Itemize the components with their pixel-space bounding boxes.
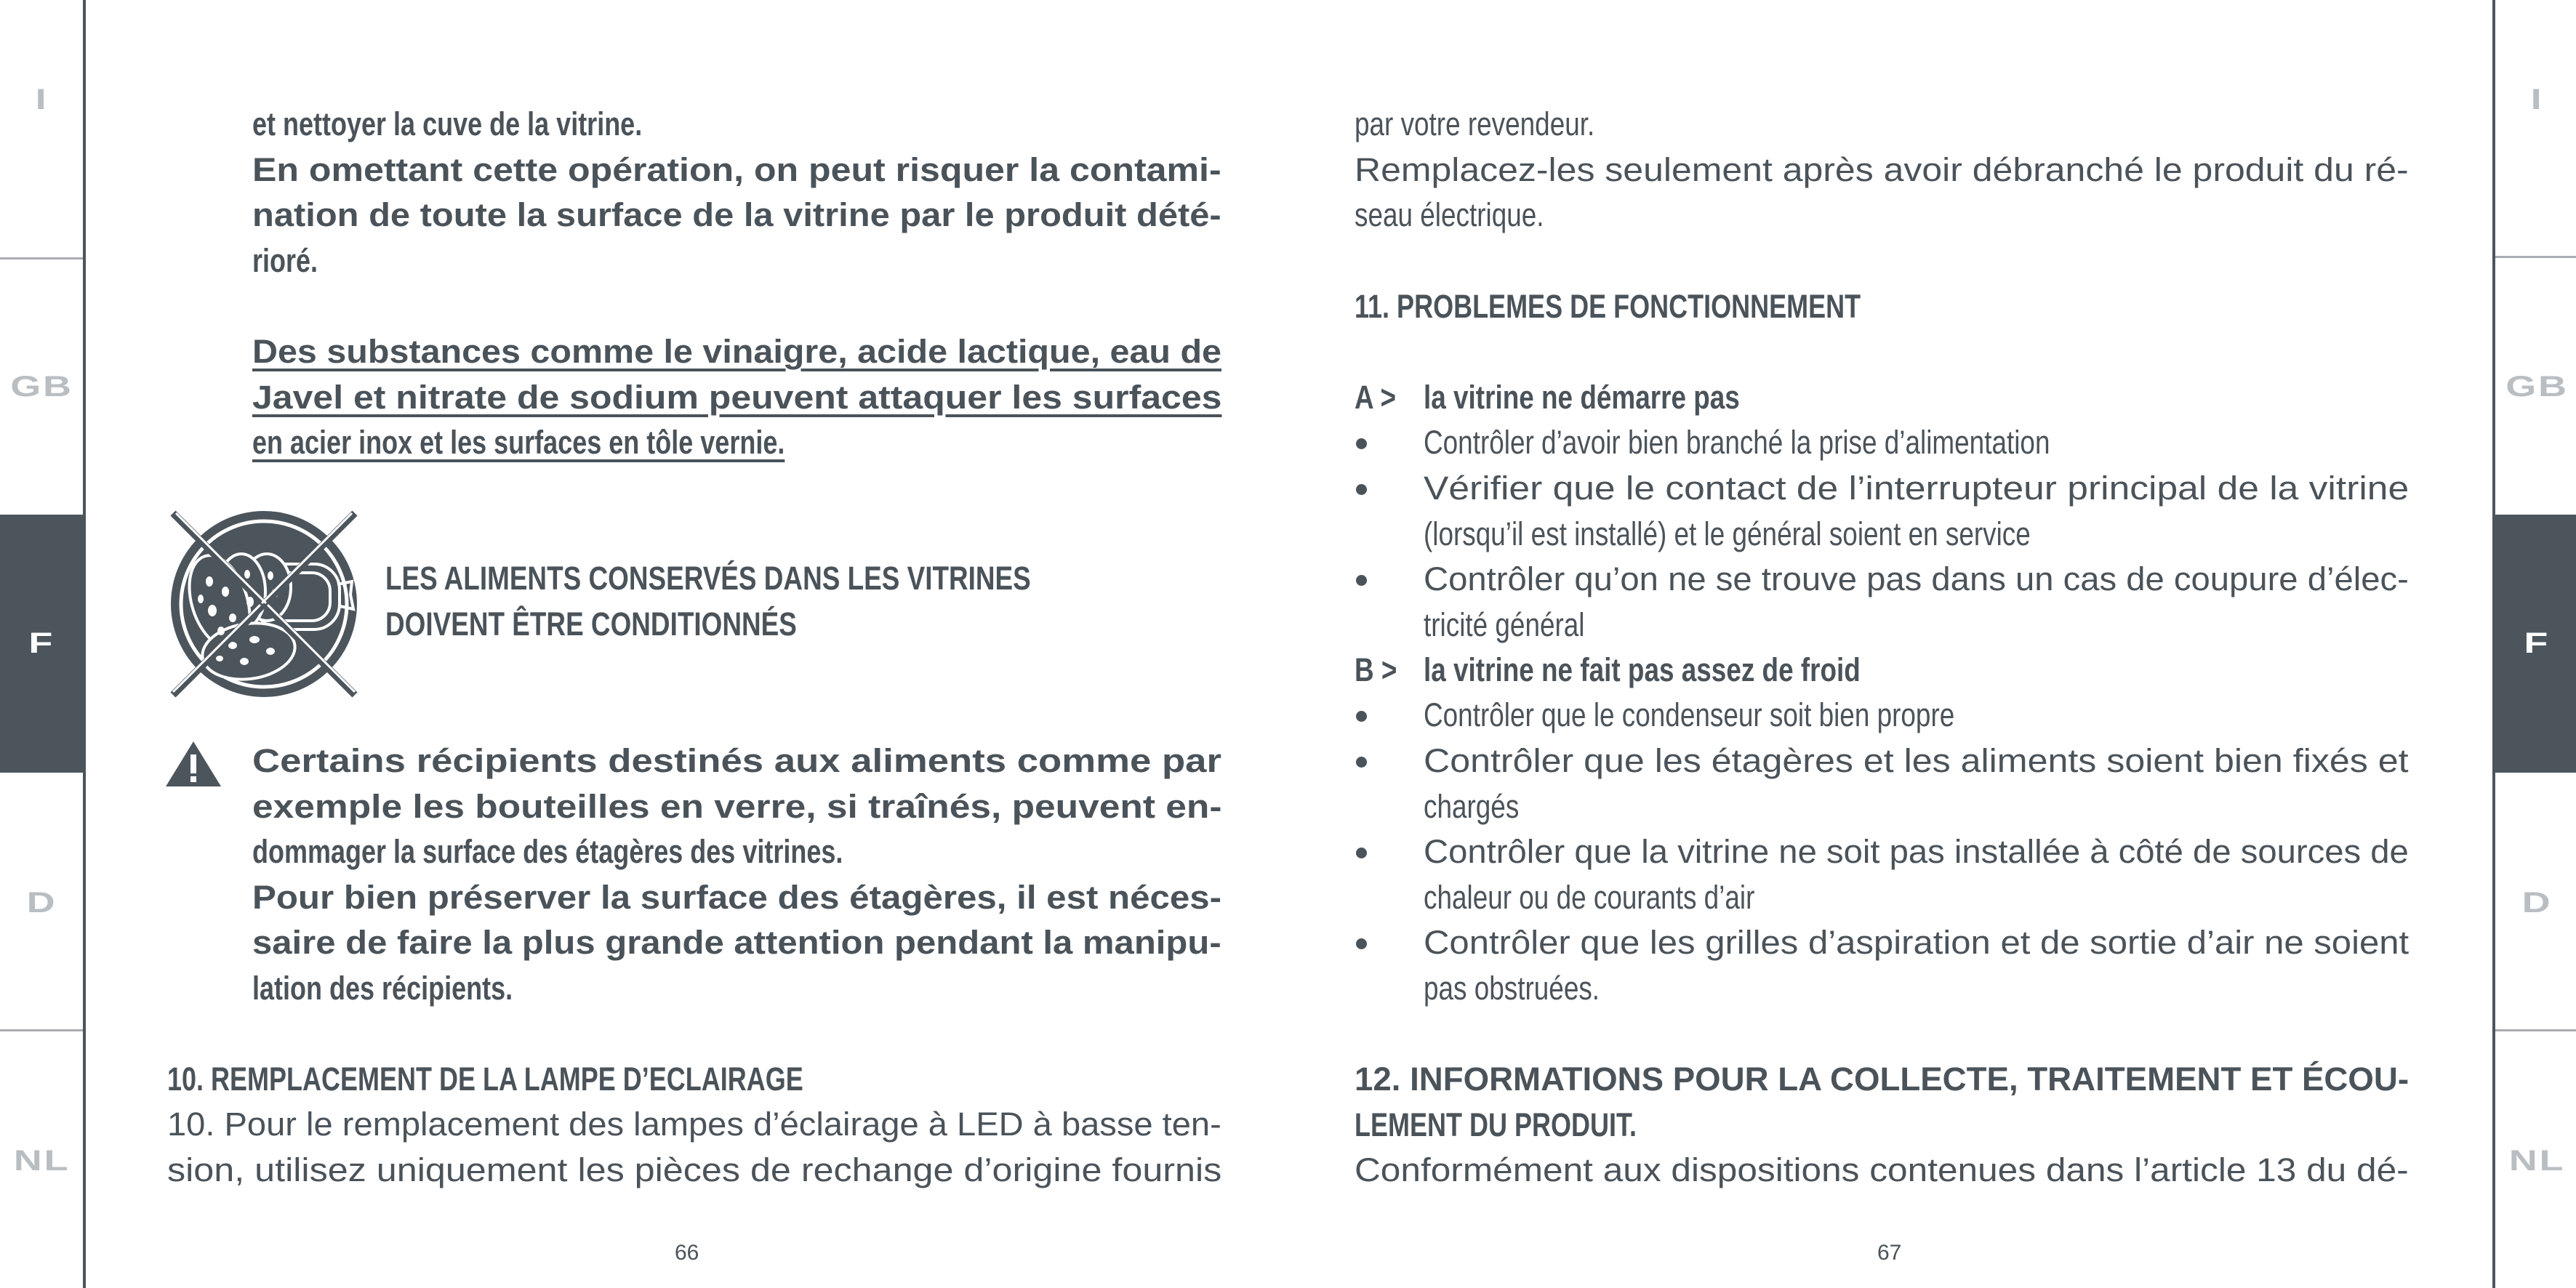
intro-paragraph bbox=[252, 102, 1221, 283]
page-number: 67 bbox=[1877, 1241, 1902, 1265]
section-10-body bbox=[167, 1102, 1221, 1193]
no-unpackaged-food-icon bbox=[169, 509, 359, 699]
section-10-heading: 10. REMPLACEMENT DE LA LAMPE D’ECLAIRAGE bbox=[167, 1060, 803, 1098]
text-line: Contrôler d’avoir bien branché la prise d’alimentation bbox=[1424, 424, 2050, 461]
tab-divider bbox=[2495, 1029, 2576, 1031]
text-line: Contrôler que le condenseur soit bien propre bbox=[1424, 696, 1955, 733]
text-line: chaleur ou de courants d’air bbox=[1424, 878, 1755, 916]
page-number: 66 bbox=[675, 1241, 699, 1265]
text-line: (lorsqu’il est installé) et le général soient en service bbox=[1424, 515, 2031, 552]
lang-tab-gb[interactable]: GB bbox=[10, 371, 73, 403]
bullet-item bbox=[1424, 738, 2409, 829]
tab-divider bbox=[0, 1029, 84, 1031]
text-line: saire de faire la plus grande attention pendant la manipu- bbox=[252, 924, 1221, 961]
bullet-item bbox=[1424, 557, 2409, 648]
bullet-item bbox=[1424, 420, 2409, 466]
packaging-notice bbox=[385, 556, 1173, 647]
text-line: chargés bbox=[1424, 787, 1520, 825]
section-11-heading: 11. PROBLEMES DE FONCTIONNEMENT bbox=[1355, 288, 1861, 325]
lang-tab-nl[interactable]: NL bbox=[2508, 1145, 2566, 1177]
text-line: tricité général bbox=[1424, 605, 1585, 643]
text-line: DOIVENT ÊTRE CONDITIONNÉS bbox=[385, 605, 797, 643]
text-line: Des substances comme le vinaigre, acide lactique, eau de bbox=[252, 333, 1221, 370]
lang-tab-fr-active[interactable] bbox=[0, 515, 84, 773]
bullet-icon bbox=[1356, 484, 1367, 495]
lang-tab-it[interactable]: I bbox=[2530, 84, 2544, 116]
text-line: exemple les bouteilles en verre, si traînés, peuvent en- bbox=[252, 787, 1222, 825]
problem-b-label: B > bbox=[1355, 651, 1397, 688]
text-line: sion, utilisez uniquement les pièces de rechange d’origine fournis bbox=[167, 1151, 1222, 1188]
bullet-item bbox=[1424, 829, 2409, 920]
text-line: dommager la surface des étagères des vitrines. bbox=[252, 833, 843, 870]
text-line: nation de toute la surface de la vitrine par le produit dété- bbox=[252, 196, 1221, 233]
text-line: Conformément aux dispositions contenues dans l’article 13 du dé- bbox=[1355, 1151, 2409, 1188]
lang-tab-label: F bbox=[2524, 627, 2551, 659]
lang-tab-fr-active[interactable] bbox=[2495, 515, 2576, 773]
text-line: Contrôler que la vitrine ne soit pas installée à côté de sources de bbox=[1424, 833, 2409, 870]
text-line: 10. Pour le remplacement des lampes d’éclairage à LED à basse ten- bbox=[167, 1106, 1221, 1143]
lang-tab-label: F bbox=[28, 627, 55, 659]
bullet-item bbox=[1424, 693, 2409, 738]
bullet-item bbox=[1424, 920, 2409, 1011]
text-line: en acier inox et les surfaces en tôle vernie. bbox=[252, 424, 785, 461]
text-line: Contrôler qu’on ne se trouve pas dans un cas de coupure d’élec- bbox=[1424, 560, 2409, 597]
lang-tab-gb[interactable]: GB bbox=[2505, 371, 2569, 403]
page-edge-bar bbox=[83, 0, 86, 1288]
section-12-heading bbox=[1355, 1057, 2409, 1148]
text-line: lation des récipients. bbox=[252, 969, 513, 1007]
text-line: seau électrique. bbox=[1355, 196, 1544, 233]
text-line: Contrôler que les grilles d’aspiration et de sortie d’air ne soient bbox=[1424, 924, 2410, 961]
problem-a-title: la vitrine ne démarre pas bbox=[1424, 379, 1740, 416]
text-line: LES ALIMENTS CONSERVÉS DANS LES VITRINES bbox=[385, 560, 1031, 597]
chemical-warning-paragraph bbox=[252, 329, 1221, 466]
tab-divider bbox=[2495, 256, 2576, 258]
text-line: et nettoyer la cuve de la vitrine. bbox=[252, 105, 643, 142]
language-sidebar-right bbox=[2492, 0, 2576, 1288]
problem-a-label: A > bbox=[1355, 379, 1397, 416]
text-line: Pour bien préserver la surface des étagères, il est néces- bbox=[252, 878, 1222, 916]
bullet-icon bbox=[1356, 938, 1367, 949]
text-line: par votre revendeur. bbox=[1355, 105, 1595, 142]
text-line: Contrôler que les étagères et les aliments soient bien fixés et bbox=[1424, 742, 2409, 779]
text-line: LEMENT DU PRODUIT. bbox=[1355, 1106, 1637, 1143]
lang-tab-de[interactable]: D bbox=[2521, 887, 2553, 919]
text-line: rioré. bbox=[252, 241, 318, 279]
bullet-icon bbox=[1356, 575, 1367, 586]
section-12-body bbox=[1355, 1148, 2409, 1194]
bullet-icon bbox=[1356, 848, 1367, 858]
language-sidebar-left bbox=[0, 0, 84, 1288]
intro-paragraph bbox=[1355, 102, 2409, 238]
tab-divider bbox=[0, 257, 84, 259]
lang-tab-nl[interactable]: NL bbox=[13, 1145, 71, 1177]
text-line: pas obstruées. bbox=[1424, 969, 1600, 1007]
warning-triangle-icon bbox=[166, 741, 221, 788]
bullet-icon bbox=[1356, 711, 1367, 722]
bullet-icon bbox=[1356, 438, 1367, 449]
text-line: Vérifier que le contact de l’interrupteur principal de la vitrine bbox=[1424, 470, 2410, 507]
page-edge-bar bbox=[2492, 0, 2495, 1288]
lang-tab-de[interactable]: D bbox=[26, 887, 57, 919]
text-line: Javel et nitrate de sodium peuvent attaquer les surfaces bbox=[252, 378, 1222, 416]
text-line: 12. INFORMATIONS POUR LA COLLECTE, TRAITEMENT ET ÉCOU- bbox=[1355, 1060, 2410, 1098]
text-line: Remplacez-les seulement après avoir débranché le produit du ré- bbox=[1355, 150, 2409, 188]
problem-b-title: la vitrine ne fait pas assez de froid bbox=[1424, 651, 1861, 688]
shelf-warning-paragraph bbox=[252, 738, 1221, 1011]
bullet-item bbox=[1424, 466, 2409, 557]
lang-tab-it[interactable]: I bbox=[35, 84, 49, 116]
text-line: En omettant cette opération, on peut risquer la contami- bbox=[252, 150, 1221, 188]
text-line: Certains récipients destinés aux aliments comme par bbox=[252, 742, 1221, 779]
bullet-icon bbox=[1356, 757, 1367, 768]
